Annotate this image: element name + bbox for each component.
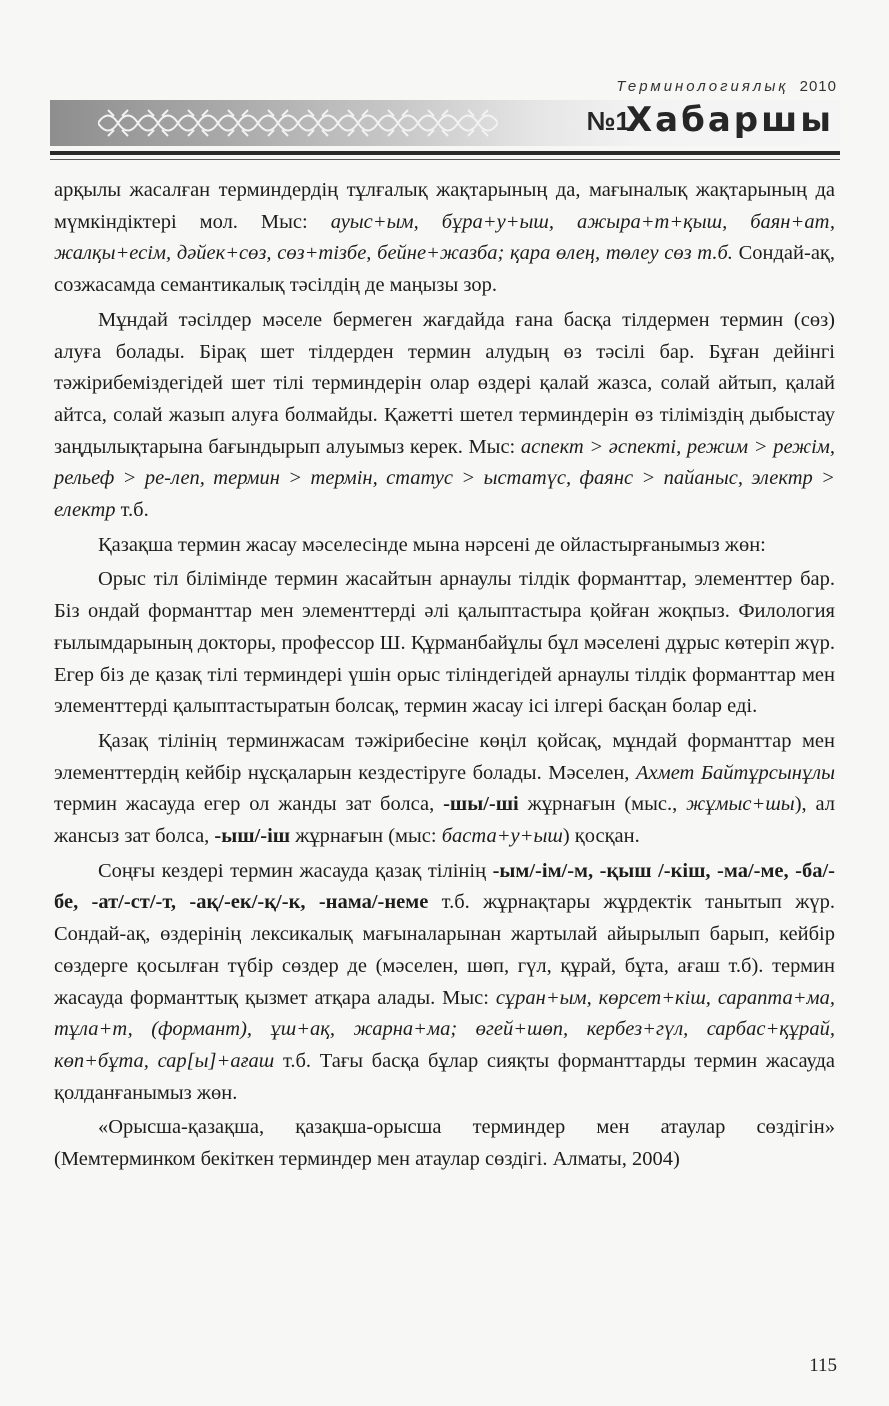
paragraph bbox=[54, 530, 835, 562]
italic-run: Ахмет Байтұрсынұлы bbox=[635, 761, 835, 784]
header-rule-thick bbox=[50, 151, 840, 155]
text-run: Сондай-ақ, созжасамда семантикалық тәсілдің де маңызы зор. bbox=[54, 242, 836, 297]
journal-title: Терминологиялық bbox=[616, 78, 789, 95]
paragraph bbox=[54, 305, 835, 527]
text-run: т.б. Тағы басқа бұлар сияқты форманттарды термин жасауда қолданғанымыз жөн. bbox=[54, 1049, 835, 1104]
text-run: жұрнағын (мыс: bbox=[290, 825, 442, 848]
journal-name: Хабаршы bbox=[625, 100, 834, 140]
text-run: Орыс тіл білімінде термин жасайтын арнаулы тілдік форманттар, элементтер бар. Біз ондай форманттар мен элементтерді әлі қалыптастыра қойған жоқпыз. Филология ғылымдарының докторы, профессор Ш. Құрманбайұлы бұл мәселені дұрыс көтеріп жүр. Егер біз де қазақ тілі терминдері үшін орыс тіліндегідей арнаулы тілдік форманттар мен элементтерді қалыптастыратын болсақ, термин жасау ісі ілгері басқан болар еді. bbox=[54, 568, 835, 718]
journal-year: 2010 bbox=[799, 78, 837, 95]
text-run: ), ал жансыз зат болса, bbox=[54, 793, 835, 848]
text-run: Мұндай тәсілдер мәселе бермеген жағдайда ғана басқа тілдермен термин (сөз) алуға болады. Бірақ шет тілдерден термин алудың өз тәсілі бар. Бұған дейінгі тәжірибеміздегідей шет тілі терминдерін олар өздері қалай жазса, солай айтып, қалай айтса, солай жазып алуға болмайды. Қажетті шетел терминдерін өз тіліміздің дыбыстау заңдылықтарына бағындырып алуымыз керек. Мыс: bbox=[54, 308, 835, 458]
header-rule-thin bbox=[50, 159, 840, 160]
italic-run: баста+у+ыш bbox=[441, 825, 563, 848]
issue-number: №1 bbox=[586, 106, 630, 136]
italic-run: жұмыс+шы bbox=[686, 793, 795, 816]
text-run: Қазақ тілінің терминжасам тәжірибесіне көңіл қойсақ, мұндай форманттар мен элементтердің кейбір нұсқаларын кездестіруге болады. Мәселен, bbox=[54, 729, 835, 784]
text-run: жұрнағын (мыс., bbox=[518, 793, 687, 816]
text-run: «Орысша-қазақша, қазақша-орысша терминдер мен атаулар сөздігін» (Мемтерминком бекіткен терминдер мен атаулар сөздігі. Алматы, 2004) bbox=[54, 1116, 835, 1171]
ornament-pattern bbox=[98, 104, 498, 142]
paragraph bbox=[54, 175, 835, 302]
paragraph bbox=[54, 726, 835, 853]
text-run: т.б. жұрнақтары жұрдектік танытып жүр. Сондай-ақ, өздерінің лексикалық мағыналарынан жартылай айырылып барып, кейбір сөздерге қосылған түбір сөздер де (мәселен, шөп, гүл, құрай, бұта, ағаш т.б). термин жасауда форманттық қызмет атқара алады. Мыс: bbox=[54, 891, 835, 1009]
text-run: Қазақша термин жасау мәселесінде мына нәрсені де ойластырғанымыз жөн: bbox=[98, 533, 766, 556]
text-run: ) қосқан. bbox=[562, 825, 640, 848]
bold-run: -ым/-ім/-м, -қыш /-кіш, -ма/-ме, -ба/-бе, -ат/-ст/-т, -ақ/-ек/-қ/-к, -нама/-неме bbox=[54, 859, 836, 914]
paragraph bbox=[54, 564, 835, 723]
paragraph bbox=[54, 1112, 835, 1175]
header-banner bbox=[50, 100, 840, 146]
text-run: Соңғы кездері термин жасауда қазақ тілінің bbox=[98, 859, 493, 882]
text-run: арқылы жасалған терминдердің тұлғалық жақтарының да, мағыналық жақтарының да мүмкіндіктері мол. Мыс: bbox=[54, 179, 835, 233]
article-body bbox=[54, 175, 835, 1179]
bold-run: -ыш/-іш bbox=[214, 825, 291, 848]
page-number: 115 bbox=[809, 1355, 837, 1376]
text-run: т.б. bbox=[115, 499, 149, 522]
running-header bbox=[616, 78, 837, 95]
text-run: термин жасауда егер ол жанды зат болса, bbox=[54, 793, 444, 816]
italic-run: ауыс+ым, бұра+у+ыш, ажыра+т+қыш, баян+ат, жалқы+есім, дәйек+сөз, сөз+тізбе, бейне+жазба; қара өлең, төлеу сөз т.б. bbox=[54, 210, 836, 265]
paragraph bbox=[54, 856, 835, 1110]
italic-run: сұран+ым, көрсет+кіш, сарапта+ма, тұла+т, (формант), ұш+ақ, жарна+ма; өгей+шөп, кербез+гүл, сарбас+құрай, көп+бұта, сар[ы]+ағаш bbox=[54, 986, 835, 1072]
bold-run: -шы/-ші bbox=[443, 793, 519, 816]
italic-run: аспект > әспекті, режим > режім, рельеф > ре-леп, термин > термін, статус > ыстатүс, фаянс > пайаныс, электр > електр bbox=[54, 435, 835, 522]
